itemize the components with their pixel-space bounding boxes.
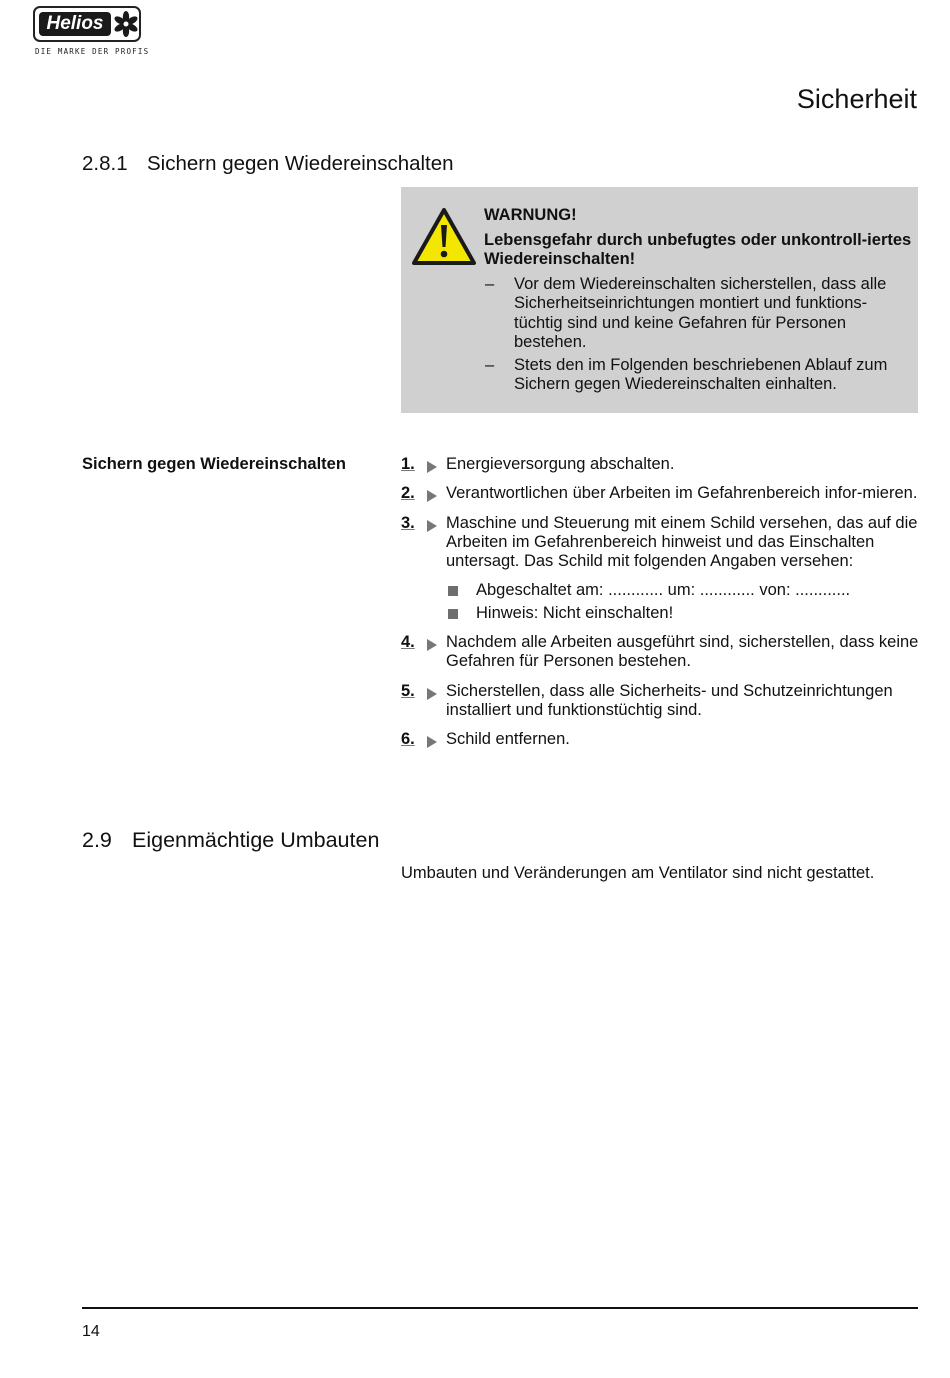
warning-headline: Lebensgefahr durch unbefugtes oder unkontroll-iertes Wiedereinschalten! <box>484 230 912 268</box>
step-text: Schild entfernen. <box>446 730 570 749</box>
procedure-steps <box>401 455 921 760</box>
step-item <box>401 484 921 503</box>
step-text: Energieversorgung abschalten. <box>446 455 675 473</box>
arrow-right-icon <box>427 490 437 502</box>
section-number: 2.8.1 <box>82 152 128 175</box>
arrow-right-icon <box>427 461 437 473</box>
warning-item: – Vor dem Wiedereinschalten sicherstellen, dass alle Sicherheitseinrichtungen montiert und funktions-tüchtig sind und keine Gefahren für Personen bestehen. <box>485 274 887 351</box>
step-text: Maschine und Steuerung mit einem Schild versehen, das auf die Arbeiten im Gefahrenbereich hinweist und das Einschalten untersagt. Das Schild mit folgenden Angaben versehen: <box>446 513 918 571</box>
section-heading-2-8-1 <box>82 152 454 176</box>
sub-item: Abgeschaltet am: ............ um: ............ von: ............ <box>446 581 921 600</box>
warning-box <box>401 187 918 413</box>
logo-wordmark: Helios <box>39 12 111 36</box>
step-number: 1. <box>401 455 415 473</box>
helios-logo <box>33 6 150 58</box>
step-number: 5. <box>401 681 415 700</box>
warning-text <box>484 206 912 398</box>
step-item <box>401 730 921 749</box>
logo-frame <box>33 6 141 42</box>
section-title: Eigenmächtige Umbauten <box>132 828 380 852</box>
section-title: Sichern gegen Wiedereinschalten <box>147 152 454 175</box>
step-number: 6. <box>401 730 415 749</box>
dash-bullet: – <box>485 355 495 374</box>
step-text: Nachdem alle Arbeiten ausgeführt sind, sicherstellen, dass keine Gefahren für Personen bestehen. <box>446 633 919 671</box>
section-heading-2-9 <box>82 828 379 853</box>
dash-bullet: – <box>485 274 495 293</box>
warning-item: – Stets den im Folgenden beschriebenen Ablauf zum Sichern gegen Wiedereinschalten einhalten. <box>485 355 888 393</box>
square-bullet-icon <box>448 609 458 619</box>
step-number: 4. <box>401 633 415 652</box>
step-text: Sicherstellen, dass alle Sicherheits- und Schutzeinrichtungen installiert und funktionstüchtig sind. <box>446 681 893 719</box>
step-number: 3. <box>401 513 415 532</box>
arrow-right-icon <box>427 736 437 748</box>
section-number: 2.9 <box>82 828 112 852</box>
warning-triangle-icon <box>411 207 477 267</box>
step-item <box>401 455 921 474</box>
step-number: 2. <box>401 484 415 503</box>
step-text: Verantwortlichen über Arbeiten im Gefahrenbereich infor-mieren. <box>446 484 918 503</box>
arrow-right-icon <box>427 639 437 651</box>
logo-tagline: DIE MARKE DER PROFIS <box>35 47 150 56</box>
step-item <box>401 682 921 721</box>
step-sublist <box>446 581 921 623</box>
fan-icon <box>113 11 139 37</box>
section-text: Umbauten und Veränderungen am Ventilator sind nicht gestattet. <box>401 864 875 882</box>
footer-rule <box>82 1307 918 1309</box>
square-bullet-icon <box>448 586 458 596</box>
page-number: 14 <box>82 1323 100 1340</box>
warning-signal-word: WARNUNG! <box>484 206 577 224</box>
page-title: Sicherheit <box>796 84 917 114</box>
arrow-right-icon <box>427 520 437 532</box>
warning-list <box>484 275 912 395</box>
arrow-right-icon <box>427 688 437 700</box>
step-item <box>401 633 921 672</box>
procedure-label: Sichern gegen Wiedereinschalten <box>82 455 346 473</box>
sub-item: Hinweis: Nicht einschalten! <box>446 604 921 623</box>
step-item <box>401 514 921 623</box>
